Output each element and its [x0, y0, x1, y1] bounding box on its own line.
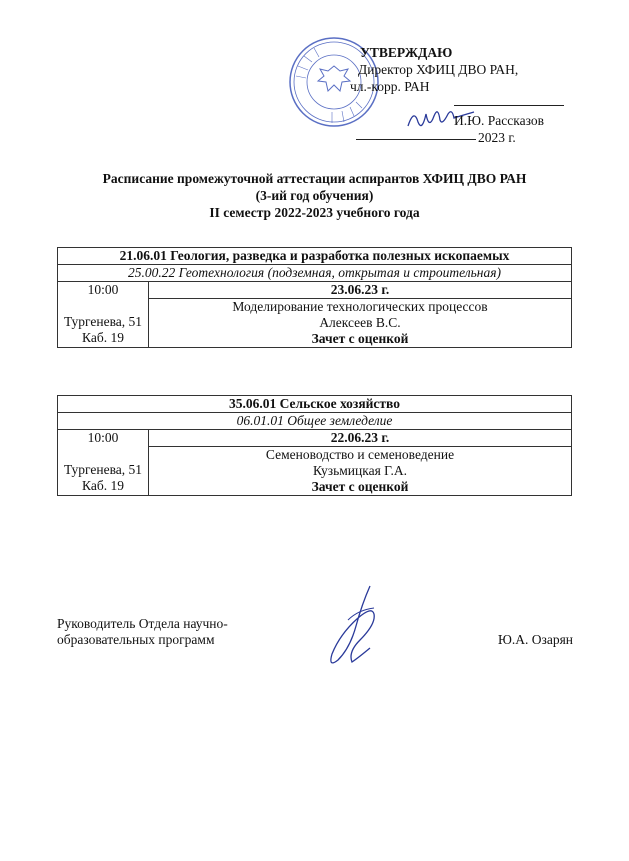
specialty-header: 06.01.01 Общее земледелие: [58, 413, 572, 430]
time-location-cell: [58, 282, 149, 348]
approve-word: УТВЕРЖДАЮ: [360, 45, 453, 60]
exam-time: 10:00: [87, 430, 119, 445]
approver-rank: чл.-корр. РАН: [350, 79, 430, 94]
teacher-name: Кузьмицкая Г.А.: [313, 463, 407, 478]
signatory-role-line1: Руководитель Отдела научно-: [57, 616, 228, 631]
exam-address: Тургенева, 51: [63, 462, 143, 477]
document-subtitle-semester: II семестр 2022-2023 учебного года: [209, 205, 420, 220]
date-line: [356, 139, 476, 140]
exam-time: 10:00: [87, 282, 119, 297]
subject-name: Моделирование технологических процессов: [232, 299, 488, 314]
approver-name: И.Ю. Рассказов: [454, 113, 544, 128]
program-header: 21.06.01 Геология, разведка и разработка полезных ископаемых: [58, 248, 572, 265]
signatory-name: Ю.А. Озарян: [498, 632, 574, 647]
approval-year: 2023 г.: [478, 130, 516, 145]
time-location-cell: [58, 430, 149, 496]
document-title: Расписание промежуточной аттестации аспирантов ХФИЦ ДВО РАН: [102, 171, 527, 186]
exam-date: 22.06.23 г.: [149, 430, 572, 447]
signature-line: [454, 105, 564, 106]
document-subtitle-year: (3-ий год обучения): [255, 188, 374, 203]
signatory-role-line2: образовательных программ: [57, 632, 215, 647]
specialty-header: 25.00.22 Геотехнология (подземная, открытая и строительная): [58, 265, 572, 282]
schedule-table: [57, 395, 572, 496]
teacher-name: Алексеев В.С.: [319, 315, 401, 330]
exam-type: Зачет с оценкой: [311, 479, 409, 494]
subject-name: Семеноводство и семеноведение: [265, 447, 455, 462]
exam-info-cell: [149, 447, 572, 496]
signatory-role: [57, 616, 228, 648]
exam-room: Каб. 19: [82, 478, 124, 493]
approval-block: [340, 44, 580, 146]
exam-type: Зачет с оценкой: [311, 331, 409, 346]
head-signature: [318, 580, 398, 678]
exam-address: Тургенева, 51: [63, 314, 143, 329]
schedule-table: [57, 247, 572, 348]
exam-info-cell: [149, 299, 572, 348]
program-header: 35.06.01 Сельское хозяйство: [58, 396, 572, 413]
exam-room: Каб. 19: [82, 330, 124, 345]
approver-position: Директор ХФИЦ ДВО РАН,: [358, 62, 519, 77]
exam-date: 23.06.23 г.: [149, 282, 572, 299]
